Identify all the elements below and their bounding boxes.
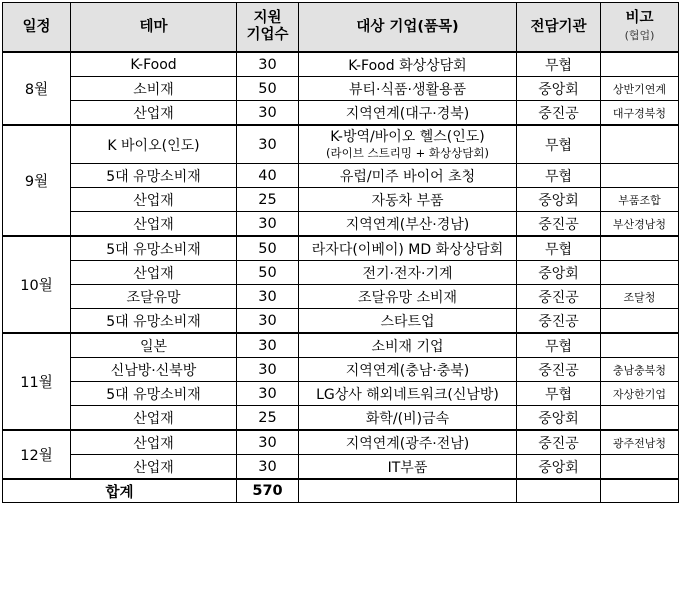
header-company-count <box>237 3 299 53</box>
count-cell: 30 <box>237 333 299 358</box>
count-cell: 30 <box>237 358 299 382</box>
target-cell: 뷰티·식품·생활용품 <box>299 77 517 101</box>
target-cell: LG상사 해외네트워크(신남방) <box>299 382 517 406</box>
agency-cell: 중진공 <box>517 285 601 309</box>
header-agency: 전담기관 <box>517 3 601 53</box>
table-row <box>3 309 679 334</box>
header-row <box>3 3 679 53</box>
theme-cell: 산업재 <box>71 430 237 455</box>
target-cell: 라자다(이베이) MD 화상상담회 <box>299 236 517 261</box>
count-cell: 30 <box>237 125 299 164</box>
count-cell: 50 <box>237 236 299 261</box>
agency-cell: 무협 <box>517 125 601 164</box>
target-cell: 지역연계(대구·경북) <box>299 101 517 126</box>
theme-cell: 일본 <box>71 333 237 358</box>
month-cell: 10월 <box>3 236 71 333</box>
count-cell: 30 <box>237 430 299 455</box>
target-cell: 소비재 기업 <box>299 333 517 358</box>
table-row <box>3 382 679 406</box>
table-row <box>3 430 679 455</box>
table-row <box>3 101 679 126</box>
agency-cell: 중진공 <box>517 358 601 382</box>
agency-cell: 무협 <box>517 52 601 77</box>
table-row <box>3 261 679 285</box>
header-note <box>601 3 679 53</box>
note-cell <box>601 333 679 358</box>
note-cell <box>601 309 679 334</box>
theme-cell: 5대 유망소비재 <box>71 309 237 334</box>
theme-cell: 산업재 <box>71 261 237 285</box>
note-cell: 부품조합 <box>601 188 679 212</box>
theme-cell: 5대 유망소비재 <box>71 164 237 188</box>
agency-cell: 중진공 <box>517 212 601 237</box>
agency-cell: 중앙회 <box>517 188 601 212</box>
table-row <box>3 236 679 261</box>
month-cell: 12월 <box>3 430 71 479</box>
target-cell: 자동차 부품 <box>299 188 517 212</box>
count-cell: 25 <box>237 406 299 431</box>
note-cell <box>601 52 679 77</box>
agency-cell: 무협 <box>517 164 601 188</box>
theme-cell: K-Food <box>71 52 237 77</box>
count-cell: 30 <box>237 455 299 480</box>
target-cell: 유럽/미주 바이어 초청 <box>299 164 517 188</box>
target-cell: 지역연계(충남·충북) <box>299 358 517 382</box>
target-line1: K-방역/바이오 헬스(인도) <box>330 129 485 145</box>
note-cell <box>601 125 679 164</box>
header-schedule: 일정 <box>3 3 71 53</box>
header-count-line2: 기업수 <box>246 27 289 43</box>
note-cell: 조달청 <box>601 285 679 309</box>
note-cell: 자상한기업 <box>601 382 679 406</box>
agency-cell: 무협 <box>517 236 601 261</box>
header-theme: 테마 <box>71 3 237 53</box>
theme-cell: 산업재 <box>71 455 237 480</box>
note-cell <box>601 236 679 261</box>
month-cell: 9월 <box>3 125 71 236</box>
note-cell <box>601 455 679 480</box>
note-cell: 상반기연계 <box>601 77 679 101</box>
agency-cell: 중앙회 <box>517 77 601 101</box>
count-cell: 50 <box>237 77 299 101</box>
total-row <box>3 479 679 503</box>
table-row <box>3 455 679 480</box>
table-row <box>3 77 679 101</box>
header-count-line1: 지원 <box>253 10 282 26</box>
table-row <box>3 333 679 358</box>
note-cell: 충남충북청 <box>601 358 679 382</box>
total-label: 합계 <box>3 479 237 503</box>
theme-cell: 신남방·신북방 <box>71 358 237 382</box>
count-cell: 30 <box>237 212 299 237</box>
note-cell <box>601 164 679 188</box>
theme-cell: 5대 유망소비재 <box>71 382 237 406</box>
agency-cell: 중진공 <box>517 430 601 455</box>
target-cell: IT부품 <box>299 455 517 480</box>
table-row <box>3 358 679 382</box>
note-cell: 광주전남청 <box>601 430 679 455</box>
target-cell: 스타트업 <box>299 309 517 334</box>
table-row <box>3 285 679 309</box>
count-cell: 30 <box>237 382 299 406</box>
count-cell: 25 <box>237 188 299 212</box>
theme-cell: 산업재 <box>71 188 237 212</box>
agency-cell: 중진공 <box>517 309 601 334</box>
header-note-sub: (협업) <box>624 28 655 42</box>
agency-cell: 중앙회 <box>517 406 601 431</box>
count-cell: 30 <box>237 52 299 77</box>
note-cell <box>601 406 679 431</box>
target-cell: 지역연계(광주·전남) <box>299 430 517 455</box>
header-target: 대상 기업(품목) <box>299 3 517 53</box>
target-cell: 화학/(비)금속 <box>299 406 517 431</box>
theme-cell: K 바이오(인도) <box>71 125 237 164</box>
table-row <box>3 212 679 237</box>
total-empty-target <box>299 479 517 503</box>
total-count: 570 <box>237 479 299 503</box>
count-cell: 30 <box>237 101 299 126</box>
target-cell: 지역연계(부산·경남) <box>299 212 517 237</box>
agency-cell: 중앙회 <box>517 455 601 480</box>
table-row <box>3 188 679 212</box>
count-cell: 30 <box>237 285 299 309</box>
theme-cell: 산업재 <box>71 101 237 126</box>
target-cell <box>299 125 517 164</box>
agency-cell: 무협 <box>517 333 601 358</box>
target-line2: (라이브 스트리밍 + 화상상담회) <box>326 146 489 160</box>
table-row <box>3 52 679 77</box>
total-empty-note <box>601 479 679 503</box>
note-cell: 부산경남청 <box>601 212 679 237</box>
target-cell: 조달유망 소비재 <box>299 285 517 309</box>
count-cell: 30 <box>237 309 299 334</box>
count-cell: 50 <box>237 261 299 285</box>
export-support-schedule-table <box>2 2 679 503</box>
agency-cell: 무협 <box>517 382 601 406</box>
table-row <box>3 125 679 164</box>
header-note-label: 비고 <box>625 9 654 26</box>
theme-cell: 조달유망 <box>71 285 237 309</box>
theme-cell: 산업재 <box>71 212 237 237</box>
agency-cell: 중앙회 <box>517 261 601 285</box>
table-row <box>3 164 679 188</box>
agency-cell: 중진공 <box>517 101 601 126</box>
count-cell: 40 <box>237 164 299 188</box>
table-row <box>3 406 679 431</box>
theme-cell: 소비재 <box>71 77 237 101</box>
target-cell: K-Food 화상상담회 <box>299 52 517 77</box>
note-cell: 대구경북청 <box>601 101 679 126</box>
total-empty-agency <box>517 479 601 503</box>
month-cell: 8월 <box>3 52 71 125</box>
theme-cell: 5대 유망소비재 <box>71 236 237 261</box>
note-cell <box>601 261 679 285</box>
theme-cell: 산업재 <box>71 406 237 431</box>
month-cell: 11월 <box>3 333 71 430</box>
target-cell: 전기·전자·기계 <box>299 261 517 285</box>
